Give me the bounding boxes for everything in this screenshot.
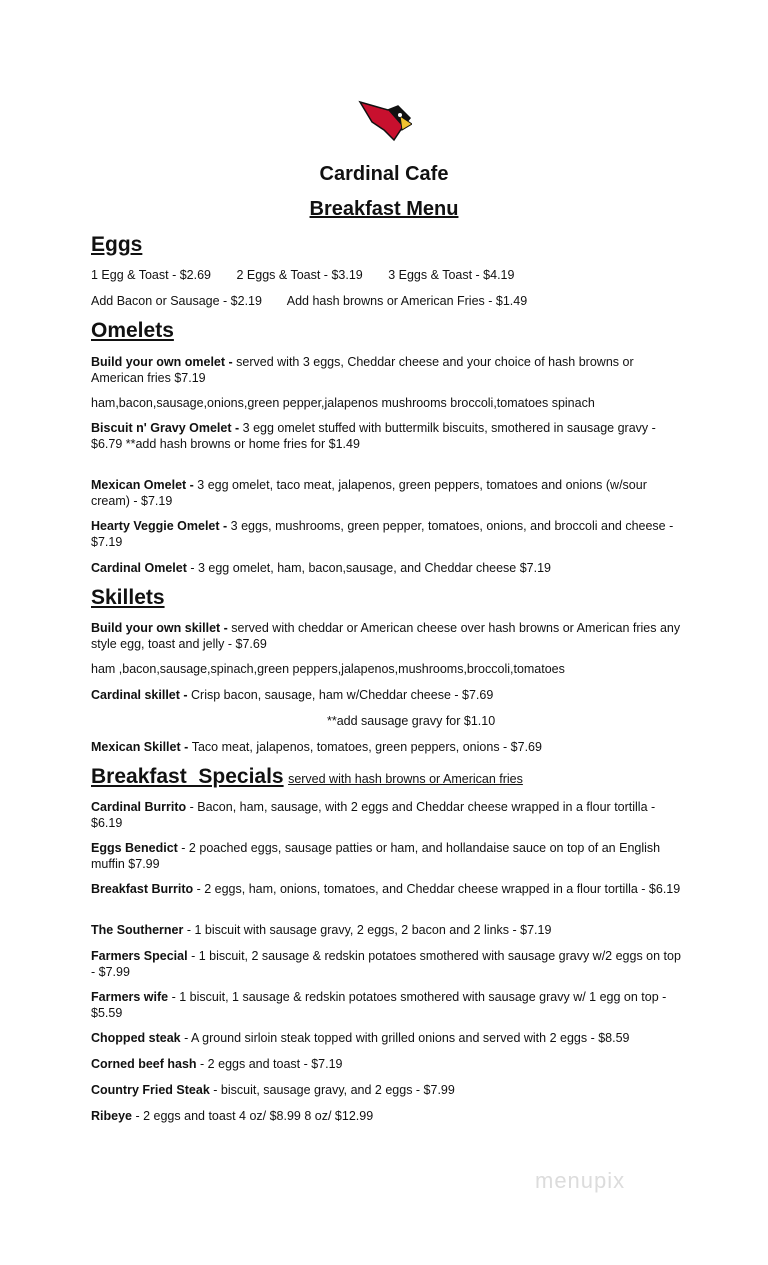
item-name: Ribeye (91, 1109, 132, 1123)
item-desc: - 2 eggs and toast - $7.19 (196, 1057, 343, 1071)
menu-item (91, 881, 681, 897)
menu-item (91, 395, 681, 411)
item-name: Chopped steak (91, 1031, 181, 1045)
item-name: Cardinal Omelet (91, 561, 187, 575)
menu-item (91, 1108, 681, 1124)
menu-item (91, 948, 681, 980)
menu-item (91, 620, 681, 652)
item-desc: - 3 egg omelet, ham, bacon,sausage, and Cheddar cheese $7.19 (186, 561, 552, 575)
egg-addon: Add hash browns or American Fries - $1.49 (286, 294, 528, 308)
item-name: Mexican Skillet - (91, 740, 192, 754)
egg-option: 2 Eggs & Toast - $3.19 (236, 268, 363, 282)
item-desc: - 2 poached eggs, sausage patties or ham, and hollandaise sauce on top of an English muffin $7.99 (91, 841, 661, 871)
item-name: Biscuit n' Gravy Omelet - (91, 421, 243, 435)
item-desc: - 1 biscuit with sausage gravy, 2 eggs, 2 bacon and 2 links - $7.19 (183, 923, 552, 937)
egg-option: 1 Egg & Toast - $2.69 (91, 268, 211, 282)
item-desc: - 2 eggs and toast 4 oz/ $8.99 8 oz/ $12.99 (132, 1109, 374, 1123)
watermark: menupix (535, 1168, 626, 1193)
item-name: Cardinal skillet - (91, 688, 192, 702)
item-desc: served with 3 eggs, Cheddar cheese and your choice of hash browns or American fries $7.19 (91, 355, 634, 385)
menu-item (91, 1030, 681, 1046)
item-desc: - Bacon, ham, sausage, with 2 eggs and Cheddar cheese wrapped in a flour tortilla - $6.19 (91, 800, 656, 830)
item-desc: served with cheddar or American cheese over hash browns or American fries any style egg, toast and jelly - $7.69 (91, 621, 681, 651)
item-name: Hearty Veggie Omelet - (91, 519, 231, 533)
menu-item (91, 1082, 681, 1098)
item-name: The Southerner (91, 923, 184, 937)
item-desc: ham ,bacon,sausage,spinach,green peppers,jalapenos,mushrooms,broccoli,tomatoes (91, 662, 565, 676)
menu-item (91, 477, 681, 509)
egg-option: 3 Eggs & Toast - $4.19 (388, 268, 515, 282)
menu-item (91, 840, 681, 872)
item-name: Corned beef hash (91, 1057, 197, 1071)
item-desc: ham,bacon,sausage,onions,green pepper,jalapenos mushrooms broccoli,tomatoes spinach (91, 396, 595, 410)
item-name: Farmers wife (91, 990, 169, 1004)
menu-item (91, 739, 681, 755)
item-name: Eggs Benedict (91, 841, 178, 855)
menu-item (91, 799, 681, 831)
egg-addon: Add Bacon or Sausage - $2.19 (91, 294, 262, 308)
specials-title: Breakfast Specials (91, 765, 284, 788)
item-name: Breakfast Burrito (91, 882, 194, 896)
item-desc: 3 eggs, mushrooms, green pepper, tomatoes, onions, and broccoli and cheese - $7.19 (91, 519, 674, 549)
item-name: Country Fried Steak (91, 1083, 210, 1097)
section-title-skillets: Skillets (91, 586, 165, 609)
item-desc: 3 egg omelet, taco meat, jalapenos, green peppers, tomatoes and onions (w/sour cream) - $7.19 (91, 478, 647, 508)
menu-item (91, 1056, 681, 1072)
item-desc: - 1 biscuit, 2 sausage & redskin potatoes smothered with sausage gravy w/2 eggs on top - $7.99 (91, 949, 681, 979)
item-name: Build your own omelet - (91, 355, 237, 369)
menu-title: Breakfast Menu (309, 198, 459, 220)
menu-item (91, 922, 681, 938)
gravy-note: **add sausage gravy for $1.10 (327, 714, 496, 728)
section-title-specials (91, 765, 711, 789)
item-name: Cardinal Burrito (91, 800, 187, 814)
section-title-eggs: Eggs (91, 233, 143, 256)
item-name: Farmers Special (91, 949, 188, 963)
item-desc: - biscuit, sausage gravy, and 2 eggs - $7.99 (209, 1083, 455, 1097)
item-desc: 3 egg omelet stuffed with buttermilk biscuits, smothered in sausage gravy - $6.79 **add hash browns or home fries for $1.49 (91, 421, 656, 451)
item-desc: Taco meat, jalapenos, tomatoes, green peppers, onions - $7.69 (191, 740, 542, 754)
menu-item (91, 989, 681, 1021)
menu-item (91, 661, 681, 677)
menu-item (91, 420, 681, 452)
specials-note: served with hash browns or American fries (288, 772, 523, 786)
item-name: Mexican Omelet - (91, 478, 198, 492)
eggs-row-1 (91, 267, 681, 283)
item-desc: - A ground sirloin steak topped with grilled onions and served with 2 eggs - $8.59 (180, 1031, 630, 1045)
item-desc: - 1 biscuit, 1 sausage & redskin potatoes smothered with sausage gravy w/ 1 egg on top - $5.59 (91, 990, 667, 1020)
item-desc: Crisp bacon, sausage, ham w/Cheddar cheese - $7.69 (191, 688, 494, 702)
cardinal-head-icon (358, 96, 412, 146)
menu-item (91, 687, 681, 703)
menu-item (91, 560, 681, 576)
item-desc: - 2 eggs, ham, onions, tomatoes, and Cheddar cheese wrapped in a flour tortilla - $6.19 (193, 882, 681, 896)
menu-item (91, 354, 681, 386)
section-title-omelets: Omelets (91, 319, 174, 342)
cafe-name: Cardinal Cafe (319, 163, 449, 185)
item-name: Build your own skillet - (91, 621, 232, 635)
eggs-row-2 (91, 293, 681, 309)
menu-item (91, 518, 681, 550)
